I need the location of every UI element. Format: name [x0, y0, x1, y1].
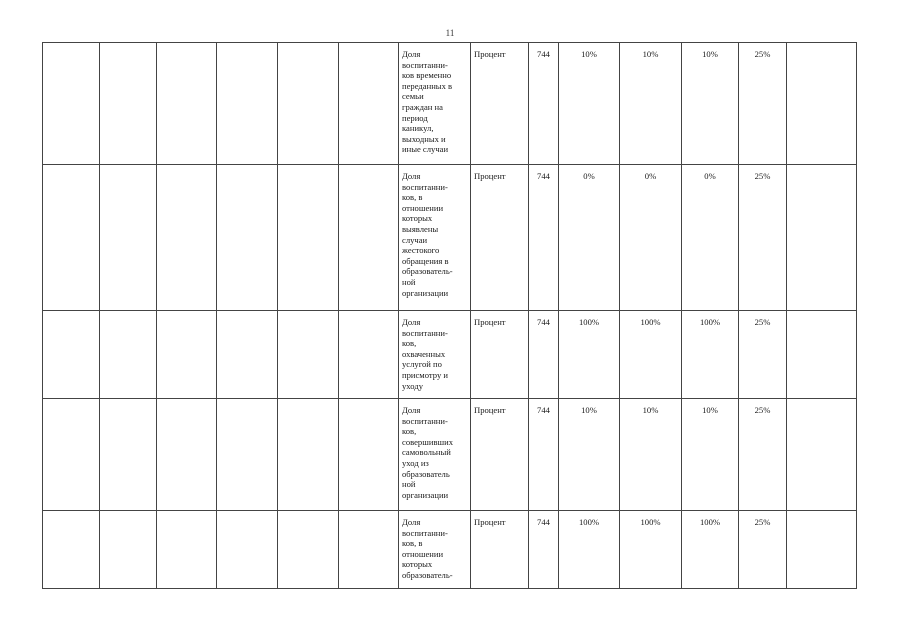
- value-cell: 100%: [559, 511, 620, 589]
- empty-cell: [339, 43, 399, 165]
- indicator-description-text: Доля воспитанни- ков временно переданных в семьи граждан на период каникул, выходных и иные случаи: [402, 49, 453, 155]
- okei-code-cell: 744: [529, 511, 559, 589]
- table-row: [43, 399, 857, 511]
- empty-cell: [787, 399, 857, 511]
- value-cell: 100%: [559, 311, 620, 399]
- empty-cell: [217, 399, 278, 511]
- value-cell: 100%: [682, 511, 739, 589]
- empty-cell: [43, 43, 100, 165]
- empty-cell: [278, 311, 339, 399]
- page-number: 11: [445, 28, 455, 38]
- value-cell: 0%: [620, 165, 682, 311]
- unit-cell: Процент: [471, 311, 529, 399]
- empty-cell: [100, 165, 157, 311]
- empty-cell: [787, 511, 857, 589]
- empty-cell: [339, 399, 399, 511]
- empty-cell: [278, 399, 339, 511]
- unit-cell: Процент: [471, 511, 529, 589]
- value-cell: 100%: [620, 311, 682, 399]
- empty-cell: [217, 511, 278, 589]
- empty-cell: [43, 311, 100, 399]
- empty-cell: [157, 43, 217, 165]
- indicator-description: [399, 165, 471, 311]
- deviation-cell: 25%: [739, 511, 787, 589]
- value-cell: 100%: [620, 511, 682, 589]
- indicator-description: [399, 399, 471, 511]
- empty-cell: [217, 43, 278, 165]
- table-row: [43, 511, 857, 589]
- indicator-description-text: Доля воспитанни- ков, в отношении которых выявлены случаи жестокого обращения в образователь- ной организации: [402, 171, 453, 298]
- value-cell: 10%: [559, 399, 620, 511]
- empty-cell: [278, 43, 339, 165]
- empty-cell: [100, 511, 157, 589]
- empty-cell: [157, 511, 217, 589]
- deviation-cell: 25%: [739, 43, 787, 165]
- empty-cell: [787, 43, 857, 165]
- empty-cell: [339, 165, 399, 311]
- value-cell: 10%: [620, 43, 682, 165]
- empty-cell: [100, 399, 157, 511]
- value-cell: 0%: [559, 165, 620, 311]
- indicator-description: [399, 311, 471, 399]
- indicator-description: [399, 511, 471, 589]
- empty-cell: [278, 511, 339, 589]
- empty-cell: [278, 165, 339, 311]
- value-cell: 10%: [682, 399, 739, 511]
- value-cell: 100%: [682, 311, 739, 399]
- value-cell: 0%: [682, 165, 739, 311]
- table-row: [43, 311, 857, 399]
- table-row: [43, 43, 857, 165]
- okei-code-cell: 744: [529, 399, 559, 511]
- indicator-description-text: Доля воспитанни- ков, охваченных услугой по присмотру и уходу: [402, 317, 449, 391]
- empty-cell: [43, 399, 100, 511]
- deviation-cell: 25%: [739, 311, 787, 399]
- empty-cell: [43, 165, 100, 311]
- unit-cell: Процент: [471, 165, 529, 311]
- empty-cell: [217, 311, 278, 399]
- value-cell: 10%: [682, 43, 739, 165]
- indicator-description-text: Доля воспитанни- ков, совершивших самовольный уход из образователь ной организации: [402, 405, 454, 500]
- empty-cell: [339, 311, 399, 399]
- empty-cell: [100, 311, 157, 399]
- deviation-cell: 25%: [739, 399, 787, 511]
- empty-cell: [787, 165, 857, 311]
- empty-cell: [43, 511, 100, 589]
- indicator-description-text: Доля воспитанни- ков, в отношении которых образователь-: [402, 517, 453, 580]
- okei-code-cell: 744: [529, 311, 559, 399]
- value-cell: 10%: [620, 399, 682, 511]
- empty-cell: [217, 165, 278, 311]
- empty-cell: [157, 399, 217, 511]
- empty-cell: [100, 43, 157, 165]
- indicator-table: [42, 42, 857, 589]
- okei-code-cell: 744: [529, 43, 559, 165]
- unit-cell: Процент: [471, 399, 529, 511]
- table-row: [43, 165, 857, 311]
- indicator-description: [399, 43, 471, 165]
- empty-cell: [157, 311, 217, 399]
- unit-cell: Процент: [471, 43, 529, 165]
- empty-cell: [157, 165, 217, 311]
- value-cell: 10%: [559, 43, 620, 165]
- okei-code-cell: 744: [529, 165, 559, 311]
- empty-cell: [339, 511, 399, 589]
- empty-cell: [787, 311, 857, 399]
- deviation-cell: 25%: [739, 165, 787, 311]
